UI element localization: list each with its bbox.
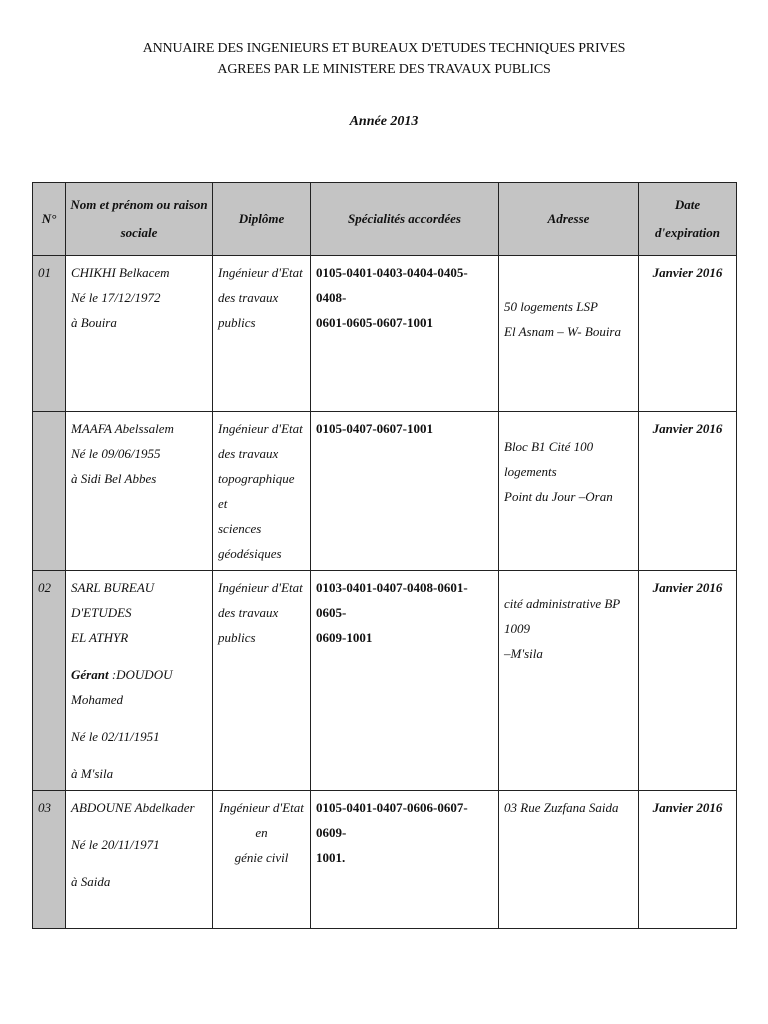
- row-diploma: [213, 571, 311, 791]
- name-line: Né le 17/12/1972: [71, 290, 161, 305]
- row-number: [33, 412, 66, 571]
- table-row: [33, 791, 737, 929]
- name-line: ABDOUNE Abdelkader: [71, 800, 195, 815]
- name-line: SARL BUREAU D'ETUDES: [71, 580, 155, 620]
- column-header-specialties: Spécialités accordées: [311, 183, 499, 256]
- row-address: [499, 256, 639, 412]
- name-line: à M'sila: [71, 766, 114, 781]
- spec-line: 0105-0401-0407-0606-0607-0609-: [316, 800, 468, 840]
- column-header-name: Nom et prénom ou raison sociale: [66, 183, 213, 256]
- diploma-line: des travaux: [218, 446, 279, 461]
- table-header-row: [33, 183, 737, 256]
- column-header-address: Adresse: [499, 183, 639, 256]
- row-number: 03: [33, 791, 66, 929]
- name-line: Né le 02/11/1951: [71, 729, 160, 744]
- spec-line: 1001.: [316, 850, 346, 865]
- diploma-line: des travaux publics: [218, 290, 279, 330]
- row-name: [66, 412, 213, 571]
- row-expiration: Janvier 2016: [639, 412, 737, 571]
- row-address: [499, 412, 639, 571]
- name-line: EL ATHYR: [71, 630, 129, 645]
- name-line: à Bouira: [71, 315, 117, 330]
- spacer: [71, 749, 207, 761]
- column-header-num: N°: [33, 183, 66, 256]
- address-line: Point du Jour –Oran: [504, 489, 613, 504]
- spacer: [71, 820, 207, 832]
- row-number: 02: [33, 571, 66, 791]
- gerant-name: :DOUDOU Mohamed: [71, 667, 173, 707]
- diploma-line: topographique et: [218, 471, 295, 511]
- table-row: [33, 412, 737, 571]
- diploma-line: Ingénieur d'Etat: [218, 580, 303, 595]
- diploma-line: Ingénieur d'Etat en: [219, 800, 304, 840]
- row-specialties: [311, 571, 499, 791]
- row-specialties: [311, 791, 499, 929]
- row-diploma: [213, 412, 311, 571]
- name-line: Né le 20/11/1971: [71, 837, 160, 852]
- row-specialties: [311, 412, 499, 571]
- gerant-line: [71, 662, 207, 712]
- table-row: [33, 256, 737, 412]
- address-line: Bloc B1 Cité 100 logements: [504, 439, 594, 479]
- name-line: Né le 09/06/1955: [71, 446, 161, 461]
- row-name: [66, 791, 213, 929]
- row-expiration: Janvier 2016: [639, 256, 737, 412]
- address-line: El Asnam – W- Bouira: [504, 324, 621, 339]
- diploma-line: des travaux publics: [218, 605, 279, 645]
- diploma-line: Ingénieur d'Etat: [218, 421, 303, 436]
- spec-line: 0601-0605-0607-1001: [316, 315, 433, 330]
- spec-line: 0103-0401-0407-0408-0601-0605-: [316, 580, 468, 620]
- name-line: MAAFA Abelssalem: [71, 421, 174, 436]
- row-specialties: [311, 256, 499, 412]
- annuaire-table: [32, 182, 737, 929]
- spec-line: 0105-0401-0403-0404-0405-0408-: [316, 265, 468, 305]
- row-address: [499, 791, 639, 929]
- row-name: [66, 256, 213, 412]
- title-line-1: ANNUAIRE DES INGENIEURS ET BUREAUX D'ETUDES TECHNIQUES PRIVES: [142, 41, 626, 56]
- spec-line: 0105-0407-0607-1001: [316, 421, 433, 436]
- diploma-line: génie civil: [234, 850, 289, 865]
- diploma-line: sciences: [218, 521, 262, 536]
- address-line: 03 Rue Zuzfana Saida: [504, 800, 619, 815]
- gerant-label: Gérant: [71, 667, 109, 682]
- spacer: [71, 650, 207, 662]
- address-line: –M'sila: [504, 646, 543, 661]
- row-name: [66, 571, 213, 791]
- row-diploma: [213, 791, 311, 929]
- spec-line: 0609-1001: [316, 630, 373, 645]
- row-address: [499, 571, 639, 791]
- row-expiration: Janvier 2016: [639, 791, 737, 929]
- row-diploma: [213, 256, 311, 412]
- title-line-2: AGREES PAR LE MINISTERE DES TRAVAUX PUBLICS: [217, 62, 551, 77]
- name-line: CHIKHI Belkacem: [71, 265, 170, 280]
- column-header-diploma: Diplôme: [213, 183, 311, 256]
- diploma-line: géodésiques: [218, 546, 282, 561]
- spacer: [71, 712, 207, 724]
- name-line: à Sidi Bel Abbes: [71, 471, 157, 486]
- table-row: [33, 571, 737, 791]
- row-expiration: Janvier 2016: [639, 571, 737, 791]
- column-header-expiration: Date d'expiration: [639, 183, 737, 256]
- document-title: [0, 38, 768, 80]
- address-line: 50 logements LSP: [504, 299, 598, 314]
- diploma-line: Ingénieur d'Etat: [218, 265, 303, 280]
- address-line: cité administrative BP 1009: [504, 596, 621, 636]
- spacer: [71, 857, 207, 869]
- row-number: 01: [33, 256, 66, 412]
- document-year: Année 2013: [349, 114, 419, 129]
- name-line: à Saida: [71, 874, 111, 889]
